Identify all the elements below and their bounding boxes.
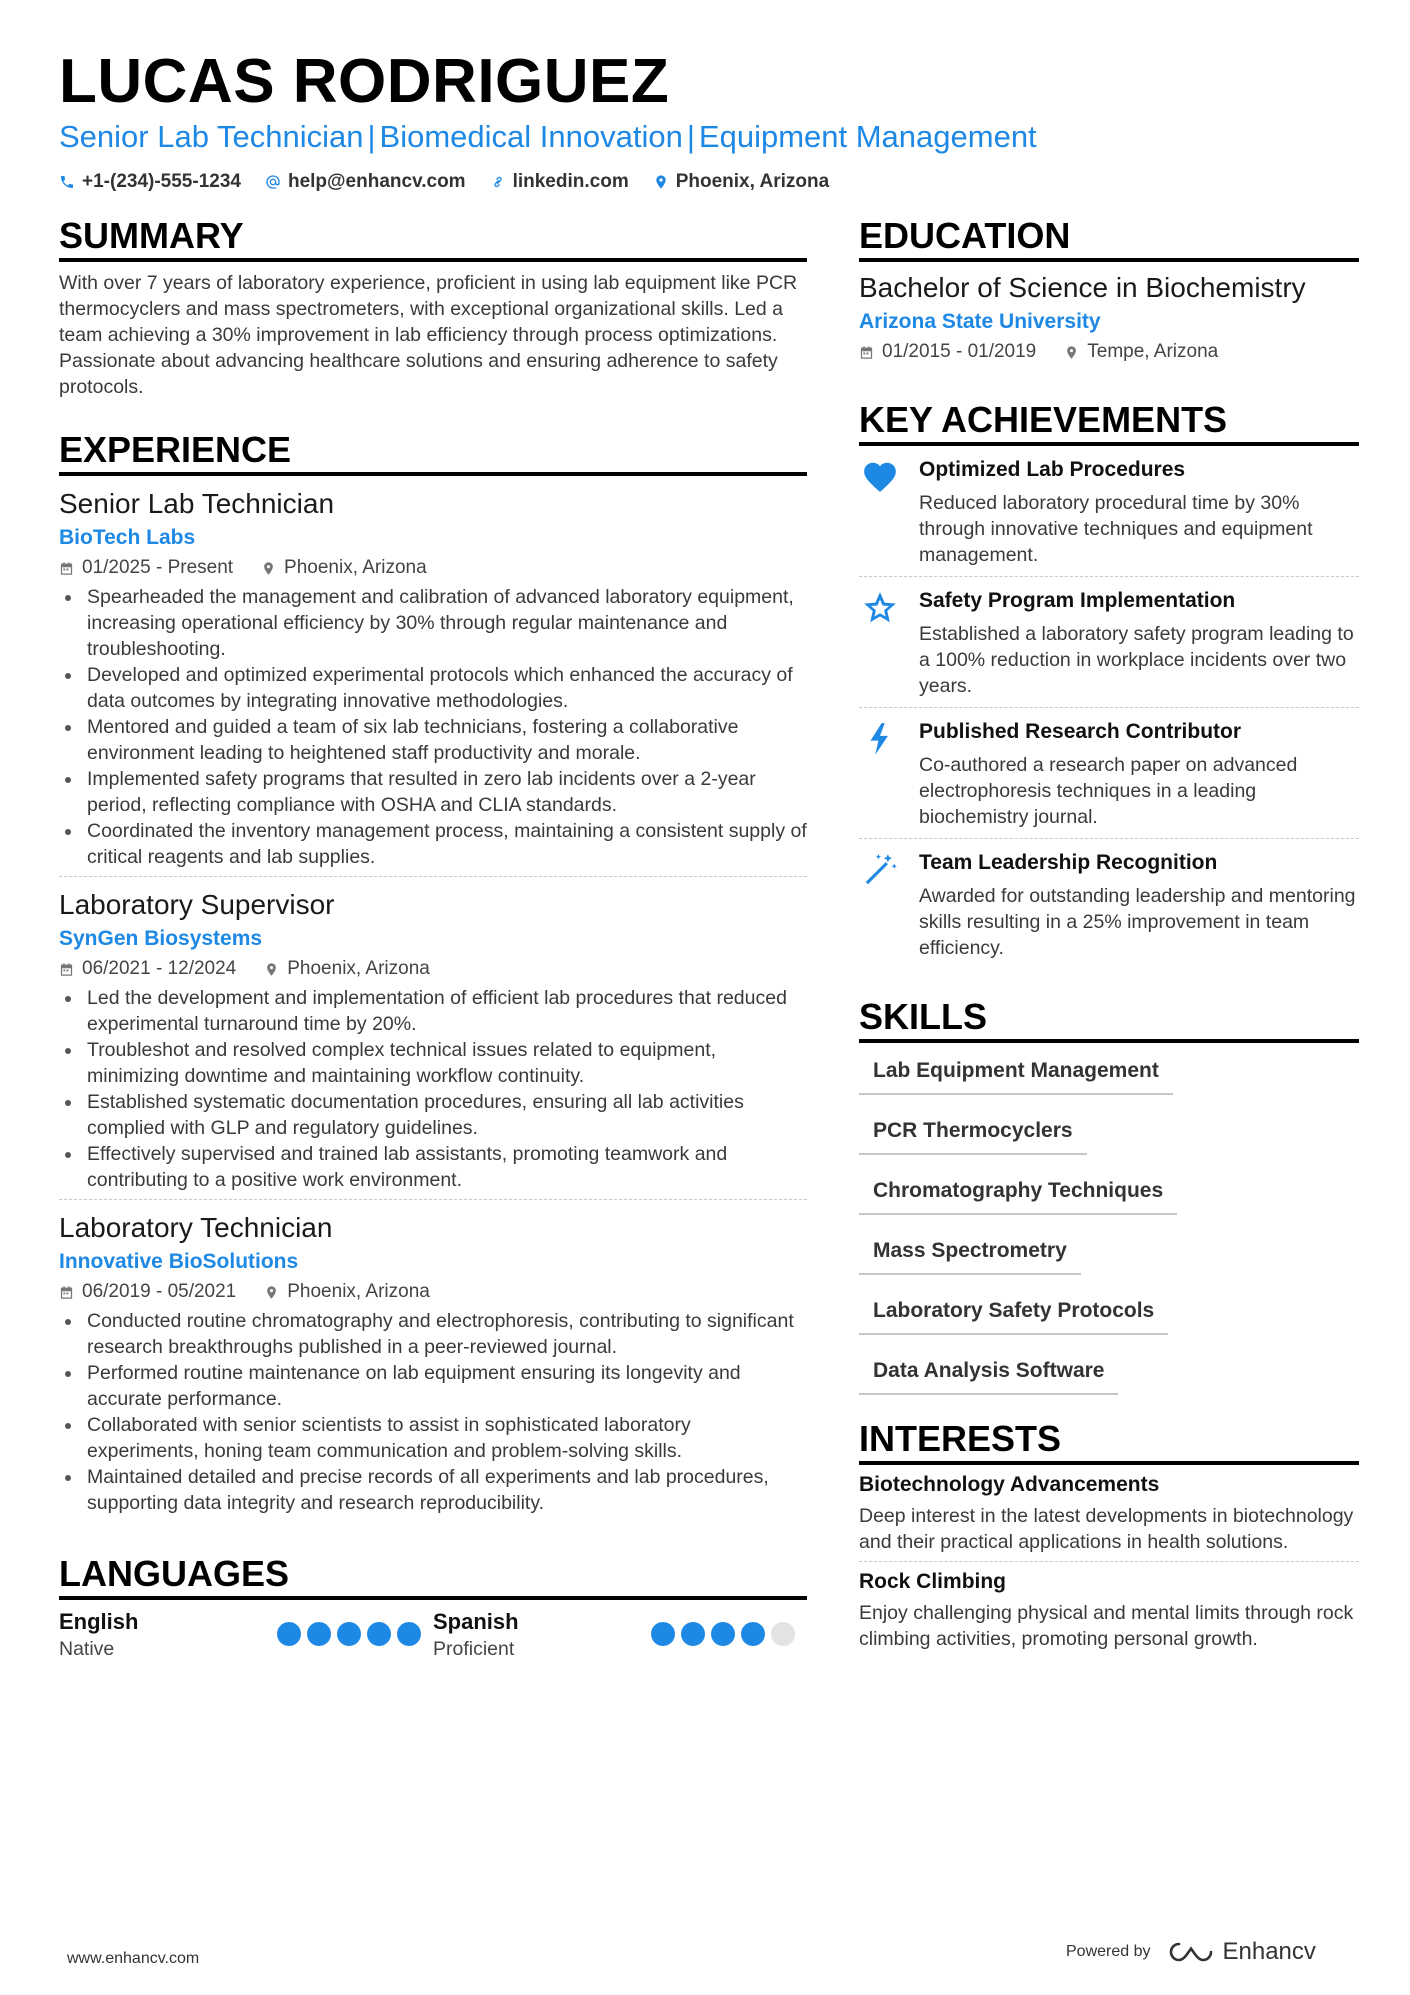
interests-section [859, 1417, 1359, 1658]
skill-tag: Data Analysis Software [859, 1353, 1118, 1395]
education-school: Arizona State University [859, 310, 1101, 333]
skill-tag: Laboratory Safety Protocols [859, 1293, 1168, 1335]
list-item: Established systematic documentation procedures, ensuring all lab activities complied with GLP and regulatory guidelines. [59, 1089, 807, 1141]
achievements-title: KEY ACHIEVEMENTS [859, 398, 1359, 446]
rating-dot-empty [771, 1622, 795, 1646]
skills-list [859, 1053, 1359, 1395]
job-bullets [59, 584, 807, 870]
job-title: Laboratory Supervisor [59, 889, 335, 920]
achievement-item [859, 577, 1359, 708]
list-item: Conducted routine chromatography and electrophoresis, contributing to significant research breakthroughs published in a peer-reviewed journal. [59, 1308, 807, 1360]
rating-dot-filled [367, 1622, 391, 1646]
education-location [1064, 340, 1218, 364]
location-icon [264, 962, 279, 977]
achievement-desc: Reduced laboratory procedural time by 30% through innovative techniques and equipment management. [919, 492, 1313, 566]
job-meta [59, 556, 807, 580]
job-company: BioTech Labs [59, 526, 196, 549]
left-column [59, 214, 807, 1662]
job-location-text: Phoenix, Arizona [287, 958, 430, 979]
location-icon [264, 1285, 279, 1300]
list-item: Effectively supervised and trained lab assistants, promoting teamwork and contributing to a positive work environment. [59, 1141, 807, 1193]
link-icon [490, 174, 506, 190]
list-item: Troubleshot and resolved complex technical issues related to equipment, minimizing downtime and maintaining workflow continuity. [59, 1037, 807, 1089]
candidate-name: LUCAS RODRIGUEZ [59, 47, 670, 116]
summary-section [59, 214, 807, 400]
experience-section [59, 428, 807, 1522]
star-icon [861, 589, 899, 627]
job-entry [59, 1210, 807, 1522]
job-entry [59, 887, 807, 1200]
job-meta [59, 957, 807, 981]
skills-section [859, 995, 1359, 1395]
language-name: English [59, 1609, 139, 1634]
achievement-item [859, 839, 1359, 969]
job-title: Laboratory Technician [59, 1212, 333, 1243]
location-icon [1064, 345, 1079, 360]
headline-separator: | [686, 119, 695, 154]
rating-dot-filled [651, 1622, 675, 1646]
footer-website[interactable]: www.enhancv.com [67, 1950, 200, 1967]
job-dates [59, 1280, 236, 1304]
education-dates-text: 01/2015 - 01/2019 [882, 341, 1037, 362]
calendar-icon [59, 561, 74, 576]
location-icon [261, 561, 276, 576]
phone-text: +1-(234)-555-1234 [82, 171, 241, 192]
education-dates [859, 340, 1036, 364]
language-item [433, 1608, 807, 1662]
job-location [264, 957, 430, 981]
rating-dot-filled [337, 1622, 361, 1646]
calendar-icon [59, 962, 74, 977]
language-name: Spanish [433, 1609, 519, 1634]
powered-by-label: Powered by [1066, 1943, 1151, 1960]
achievement-icon-wrap [859, 849, 901, 961]
brand-name: Enhancv [1222, 1938, 1316, 1965]
achievement-icon-wrap [859, 456, 901, 568]
job-meta [59, 1280, 807, 1304]
calendar-icon [859, 345, 874, 360]
rating-dot-filled [681, 1622, 705, 1646]
contact-email[interactable] [265, 170, 466, 194]
language-level: Native [59, 1638, 115, 1660]
contact-location [653, 170, 829, 194]
education-meta [859, 340, 1359, 364]
education-location-text: Tempe, Arizona [1087, 341, 1219, 362]
interest-item [859, 1562, 1359, 1658]
right-column [859, 214, 1359, 1658]
interests-title: INTERESTS [859, 1417, 1359, 1465]
achievement-title: Published Research Contributor [919, 720, 1242, 743]
skill-tag: Lab Equipment Management [859, 1053, 1173, 1095]
job-title: Senior Lab Technician [59, 488, 335, 519]
list-item: Spearheaded the management and calibration of advanced laboratory equipment, increasing operational efficiency by 30% through regular maintenance and troubleshooting. [59, 584, 807, 662]
language-level: Proficient [433, 1638, 515, 1660]
interest-item [859, 1465, 1359, 1562]
magic-wand-icon [861, 851, 899, 889]
skill-tag: Chromatography Techniques [859, 1173, 1177, 1215]
experience-title: EXPERIENCE [59, 428, 807, 476]
contact-bar [59, 170, 829, 194]
job-dates-text: 06/2019 - 05/2021 [82, 1281, 237, 1302]
summary-text: With over 7 years of laboratory experience, proficient in using lab equipment like PCR thermocyclers and mass spectrometers, with exceptional organizational skills. Led a team achieving a 30% improvement in lab efficiency through process optimizations. Passionate about advancing healthcare solutions and ensuring adherence to safety protocols. [59, 272, 798, 398]
languages-title: LANGUAGES [59, 1552, 807, 1600]
summary-title: SUMMARY [59, 214, 807, 262]
achievement-title: Safety Program Implementation [919, 589, 1236, 612]
job-entry [59, 486, 807, 877]
interest-title: Rock Climbing [859, 1570, 1007, 1593]
job-dates-text: 01/2025 - Present [82, 557, 234, 578]
achievement-icon-wrap [859, 718, 901, 830]
achievements-section [859, 398, 1359, 969]
location-text: Phoenix, Arizona [675, 171, 830, 192]
achievement-desc: Established a laboratory safety program leading to a 100% reduction in workplace incidents over two years. [919, 623, 1354, 697]
education-section [859, 214, 1359, 364]
calendar-icon [59, 1285, 74, 1300]
language-rating [277, 1608, 421, 1662]
at-icon [265, 174, 281, 190]
job-dates-text: 06/2021 - 12/2024 [82, 958, 237, 979]
rating-dot-filled [397, 1622, 421, 1646]
achievement-title: Team Leadership Recognition [919, 851, 1218, 874]
lightning-icon [861, 720, 899, 758]
email-text: help@enhancv.com [287, 171, 466, 192]
headline-role: Senior Lab Technician [59, 119, 364, 154]
interest-desc: Enjoy challenging physical and mental limits through rock climbing activities, promoting personal growth. [859, 1602, 1354, 1650]
rating-dot-filled [307, 1622, 331, 1646]
list-item: Performed routine maintenance on lab equipment ensuring its longevity and accurate performance. [59, 1360, 807, 1412]
interest-title: Biotechnology Advancements [859, 1473, 1160, 1496]
linkedin-text: linkedin.com [512, 171, 629, 192]
footer-branding [1066, 1938, 1316, 1966]
languages-section [59, 1552, 807, 1662]
rating-dot-filled [741, 1622, 765, 1646]
job-location [261, 556, 427, 580]
job-company: Innovative BioSolutions [59, 1250, 299, 1273]
list-item: Collaborated with senior scientists to assist in sophisticated laboratory experiments, honing team communication and problem-solving skills. [59, 1412, 807, 1464]
job-bullets [59, 985, 807, 1193]
achievement-item [859, 708, 1359, 839]
achievement-item [859, 446, 1359, 577]
list-item: Mentored and guided a team of six lab technicians, fostering a collaborative environment leading to heightened staff productivity and morale. [59, 714, 807, 766]
list-item: Implemented safety programs that resulted in zero lab incidents over a 2-year period, reflecting compliance with OSHA and CLIA standards. [59, 766, 807, 818]
achievement-desc: Co-authored a research paper on advanced electrophoresis techniques in a leading biochemistry journal. [919, 754, 1298, 828]
list-item: Led the development and implementation of efficient lab procedures that reduced experimental turnaround time by 20%. [59, 985, 807, 1037]
contact-linkedin[interactable] [490, 170, 629, 194]
list-item: Developed and optimized experimental protocols which enhanced the accuracy of data outcomes by integrating innovative methodologies. [59, 662, 807, 714]
skill-tag: PCR Thermocyclers [859, 1113, 1087, 1155]
achievement-desc: Awarded for outstanding leadership and mentoring skills resulting in a 25% improvement in team efficiency. [919, 885, 1356, 959]
job-dates [59, 957, 236, 981]
rating-dot-filled [277, 1622, 301, 1646]
education-degree: Bachelor of Science in Biochemistry [859, 272, 1306, 303]
interest-desc: Deep interest in the latest developments in biotechnology and their practical applications in health solutions. [859, 1505, 1354, 1553]
headline-separator: | [367, 119, 376, 154]
heart-icon [861, 458, 899, 496]
headline-skill: Equipment Management [698, 119, 1037, 154]
language-rating [651, 1608, 795, 1662]
rating-dot-filled [711, 1622, 735, 1646]
list-item: Coordinated the inventory management process, maintaining a consistent supply of critical reagents and lab supplies. [59, 818, 807, 870]
enhancv-logo-icon [1167, 1940, 1215, 1964]
job-company: SynGen Biosystems [59, 927, 263, 950]
job-bullets [59, 1308, 807, 1516]
languages-list [59, 1608, 807, 1662]
job-location [264, 1280, 430, 1304]
list-item: Maintained detailed and precise records of all experiments and lab procedures, supporting data integrity and research reproducibility. [59, 1464, 807, 1516]
contact-phone[interactable] [59, 170, 241, 194]
skill-tag: Mass Spectrometry [859, 1233, 1081, 1275]
job-dates [59, 556, 233, 580]
job-location-text: Phoenix, Arizona [284, 557, 427, 578]
language-item [59, 1608, 433, 1662]
phone-icon [59, 174, 75, 190]
skills-title: SKILLS [859, 995, 1359, 1043]
achievement-title: Optimized Lab Procedures [919, 458, 1186, 481]
location-icon [653, 174, 669, 190]
achievement-icon-wrap [859, 587, 901, 699]
brand-logo[interactable] [1167, 1938, 1316, 1966]
education-title: EDUCATION [859, 214, 1359, 262]
job-location-text: Phoenix, Arizona [287, 1281, 430, 1302]
headline-focus: Biomedical Innovation [379, 119, 683, 154]
headline [59, 117, 1037, 157]
